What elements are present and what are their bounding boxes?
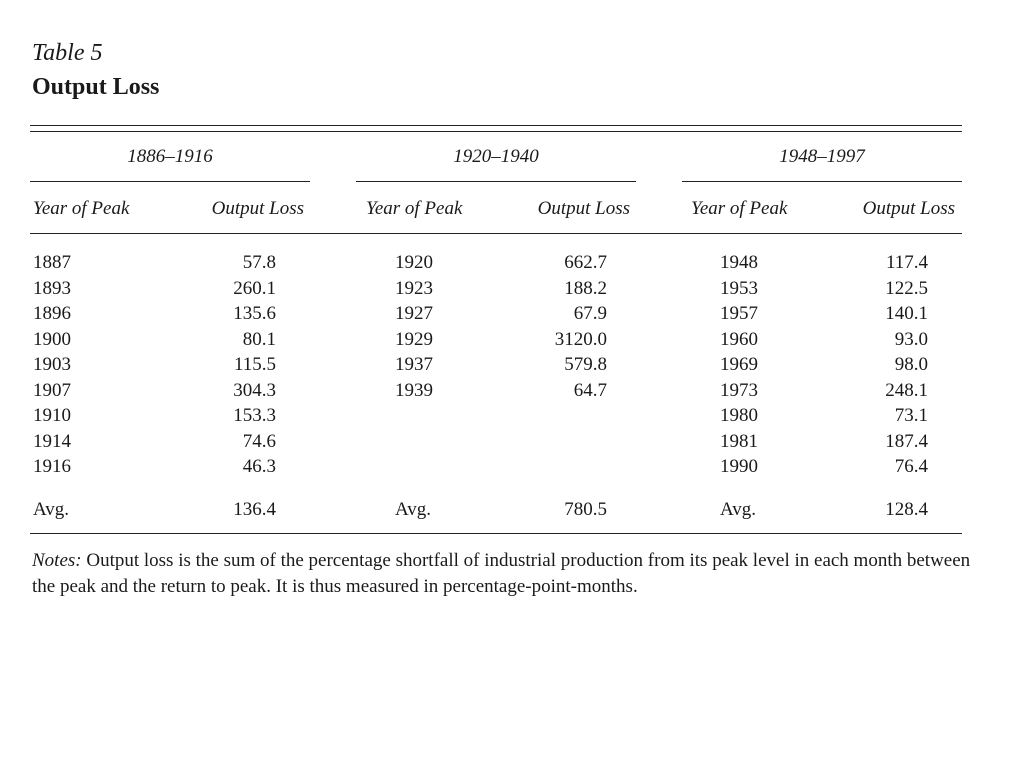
year-of-peak-cell: 1929 xyxy=(395,328,433,350)
column-header-year: Year of Peak xyxy=(691,198,788,219)
output-loss-cell: 135.6 xyxy=(233,303,276,324)
year-of-peak-cell: 1937 xyxy=(395,354,433,375)
avg-label-3: Avg. xyxy=(720,499,757,520)
table-title: Output Loss xyxy=(32,74,160,100)
output-loss-cell: 153.3 xyxy=(233,405,276,426)
output-loss-cell: 64.7 xyxy=(573,379,607,401)
year-of-peak-cell: 1990 xyxy=(720,456,758,477)
header-rule xyxy=(30,233,962,234)
year-of-peak-cell: 1914 xyxy=(33,430,71,452)
top-rule-1 xyxy=(30,125,962,126)
column-header-output-loss: Output Loss xyxy=(537,198,630,219)
output-loss-cell: 46.3 xyxy=(242,456,276,477)
output-loss-cell: 260.1 xyxy=(233,277,276,299)
year-of-peak-cell: 1948 xyxy=(720,252,758,273)
period-header-1: 1886–1916 xyxy=(127,146,213,167)
output-loss-cell: 98.0 xyxy=(894,354,928,375)
year-of-peak-cell: 1920 xyxy=(395,252,433,273)
year-of-peak-cell: 1903 xyxy=(33,354,71,375)
column-header-year: Year of Peak xyxy=(366,198,463,219)
output-loss-cell: 122.5 xyxy=(885,277,928,299)
period-rule-3 xyxy=(682,181,962,182)
avg-value-2: 780.5 xyxy=(564,499,607,520)
output-loss-cell: 3120.0 xyxy=(554,328,607,350)
year-of-peak-cell: 1939 xyxy=(395,379,433,401)
notes-text: Output loss is the sum of the percentage shortfall of industrial production from its peak level in each month between the peak and the return to peak. It is thus measured in percentage-point-months. xyxy=(32,550,971,597)
output-loss-cell: 248.1 xyxy=(885,379,928,401)
year-of-peak-cell: 1887 xyxy=(33,252,71,273)
output-loss-cell: 76.4 xyxy=(894,456,928,477)
output-loss-cell: 93.0 xyxy=(894,328,928,350)
period-rule-1 xyxy=(30,181,310,182)
table-notes xyxy=(32,548,972,600)
output-loss-cell: 74.6 xyxy=(242,430,276,452)
output-loss-cell: 579.8 xyxy=(564,354,607,375)
output-loss-cell: 115.5 xyxy=(233,354,276,375)
year-of-peak-cell: 1896 xyxy=(33,303,71,324)
bottom-rule xyxy=(30,533,962,534)
year-of-peak-cell: 1969 xyxy=(720,354,758,375)
output-loss-cell: 304.3 xyxy=(233,379,276,401)
output-loss-cell: 188.2 xyxy=(564,277,607,299)
column-header-output-loss: Output Loss xyxy=(211,198,304,219)
year-of-peak-cell: 1916 xyxy=(33,456,71,477)
table-label: Table 5 xyxy=(32,40,103,66)
avg-value-1: 136.4 xyxy=(233,499,276,520)
year-of-peak-cell: 1923 xyxy=(395,277,433,299)
year-of-peak-cell: 1957 xyxy=(720,303,758,324)
column-header-year: Year of Peak xyxy=(33,198,130,219)
year-of-peak-cell: 1927 xyxy=(395,303,433,324)
year-of-peak-cell: 1893 xyxy=(33,277,71,299)
year-of-peak-cell: 1900 xyxy=(33,328,71,350)
output-loss-cell: 117.4 xyxy=(885,252,928,273)
avg-label-1: Avg. xyxy=(33,499,70,520)
year-of-peak-cell: 1973 xyxy=(720,379,758,401)
output-loss-cell: 140.1 xyxy=(885,303,928,324)
column-header-output-loss: Output Loss xyxy=(862,198,955,219)
output-loss-cell: 80.1 xyxy=(242,328,276,350)
period-rule-2 xyxy=(356,181,636,182)
year-of-peak-cell: 1960 xyxy=(720,328,758,350)
output-loss-cell: 67.9 xyxy=(573,303,607,324)
output-loss-cell: 57.8 xyxy=(242,252,276,273)
period-header-3: 1948–1997 xyxy=(779,146,865,167)
avg-value-3: 128.4 xyxy=(885,499,928,520)
output-loss-cell: 187.4 xyxy=(885,430,928,452)
period-header-2: 1920–1940 xyxy=(453,146,539,167)
year-of-peak-cell: 1907 xyxy=(33,379,71,401)
year-of-peak-cell: 1953 xyxy=(720,277,758,299)
year-of-peak-cell: 1981 xyxy=(720,430,758,452)
avg-label-2: Avg. xyxy=(395,499,432,520)
year-of-peak-cell: 1980 xyxy=(720,405,758,426)
notes-label: Notes: xyxy=(32,550,82,571)
top-rule-2 xyxy=(30,131,962,132)
output-loss-cell: 662.7 xyxy=(564,252,607,273)
year-of-peak-cell: 1910 xyxy=(33,405,71,426)
output-loss-cell: 73.1 xyxy=(894,405,928,426)
